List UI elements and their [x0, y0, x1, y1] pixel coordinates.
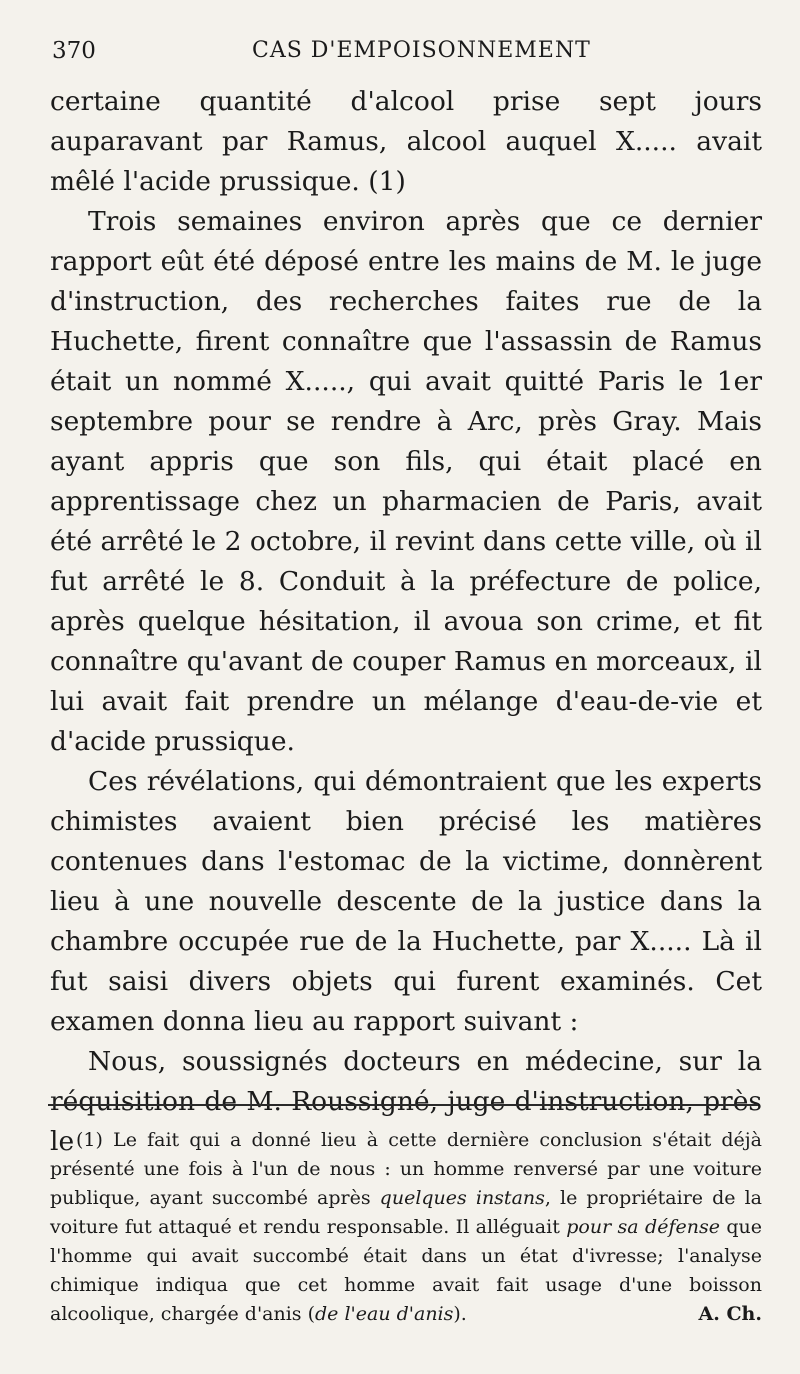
page-header — [52, 38, 760, 72]
running-head: CAS D'EMPOISONNEMENT — [252, 38, 591, 63]
paragraph: Ces révélations, qui démontraient que les experts chimistes avaient bien précisé les matières contenues dans l'estomac de la victime, donnèrent lieu à une nouvelle descente de la justice dans la chambre occupée rue de la Huchette, par X..... Là il fut saisi divers objets qui furent examinés. Cet examen donna lieu au rapport suivant : — [50, 766, 762, 1037]
paragraph: Trois semaines environ après que ce dernier rapport eût été déposé entre les mains de M. le juge d'instruction, des recherches faites rue de la Huchette, firent connaître que l'assassin de Ramus était un nommé X....., qui avait quitté Paris le 1er septembre pour se rendre à Arc, près Gray. Mais ayant appris que son fils, qui était placé en apprentissage chez un pharmacien de Paris, avait été arrêté le 2 octobre, il revint dans cette ville, où il fut arrêté le 8. Conduit à la préfecture de police, après quelque hésitation, il avoua son crime, et fit connaître qu'avant de couper Ramus en morceaux, il lui avait fait prendre un mélange d'eau-de-vie et d'acide prussique. — [50, 206, 762, 757]
footnote-segment: que l'homme qui avait succombé était dans un état d'ivresse; l'analyse chimique indiqua que cet homme avait fait usage d'une boisson alcoolique, chargée d'anis ( — [50, 1216, 762, 1325]
footnote-segment: Le fait qui a donné lieu à cette dernière conclusion s'était déjà présenté une fois à l'un de nous : un homme renversé par une voiture publique, ayant succombé après — [50, 1129, 762, 1209]
page-number: 370 — [52, 38, 96, 64]
footnote-italic: quelques instans — [379, 1187, 545, 1209]
footnote-italic: de l'eau d'anis — [315, 1303, 454, 1325]
footnote-signature: A. Ch. — [698, 1303, 762, 1325]
footnote-text — [50, 1126, 762, 1329]
footnote-segment: ). — [453, 1303, 467, 1325]
footnote-segment: , le propriétaire de la voiture fut attaqué et rendu responsable. Il alléguait — [50, 1187, 762, 1238]
footnote-italic: pour sa défense — [566, 1216, 720, 1238]
paragraph-continuation: certaine quantité d'alcool prise sept jours auparavant par Ramus, alcool auquel X..... avait mêlé l'acide prussique. (1) — [50, 86, 762, 197]
footnote — [50, 1126, 762, 1329]
footnote-marker: (1) — [76, 1129, 103, 1151]
body-text — [50, 82, 762, 1162]
paragraph: Nous, soussignés docteurs en médecine, sur la réquisition de M. Roussigné, juge d'instruction, près le — [50, 1046, 762, 1157]
footnote-divider — [48, 1104, 758, 1106]
